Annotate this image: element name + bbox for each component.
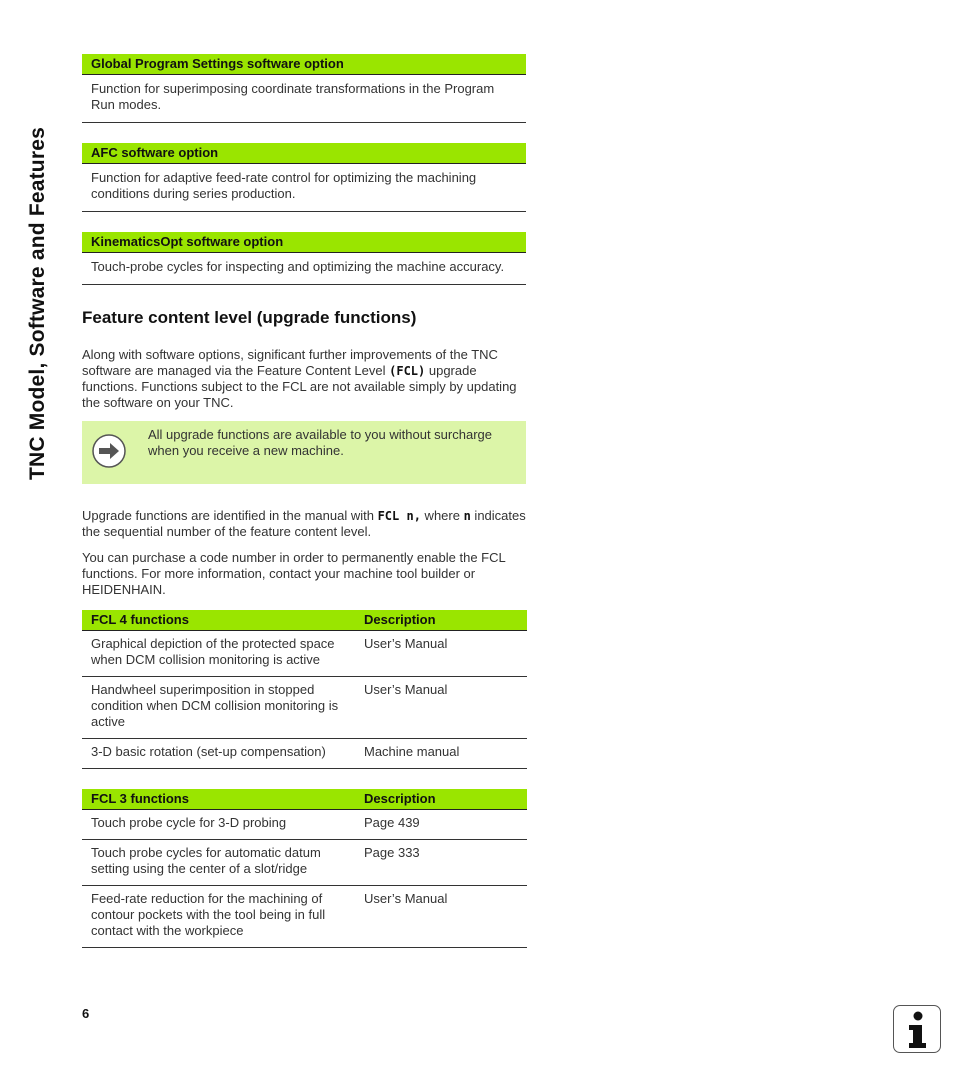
table-header-row	[82, 789, 527, 810]
function-cell: Handwheel superimposition in stopped condition when DCM collision monitoring is active	[82, 677, 355, 739]
intro-text-1: Along with software options, significant further improvements of the TNC software are managed via the Feature Content Level	[82, 347, 498, 378]
page-number: 6	[82, 1006, 90, 1021]
table-row	[82, 886, 527, 948]
n-code: n	[463, 509, 471, 523]
section-heading: Feature content level (upgrade functions)	[82, 308, 417, 327]
fcl-n-code: FCL n,	[377, 509, 421, 523]
option-title: AFC software option	[82, 143, 526, 164]
fcl4-table	[82, 610, 527, 769]
option-box-global-program-settings	[82, 54, 526, 123]
function-cell: Feed-rate reduction for the machining of contour pockets with the tool being in full contact with the workpiece	[82, 886, 355, 948]
info-glyph	[894, 1006, 940, 1052]
option-title: KinematicsOpt software option	[82, 232, 526, 253]
page-reference-cell: Page 333	[355, 840, 527, 886]
table-row	[82, 631, 527, 677]
column-header: FCL 4 functions	[82, 610, 355, 631]
table-row	[82, 840, 527, 886]
fcl-code: (FCL)	[389, 364, 426, 378]
column-header: Description	[355, 610, 527, 631]
table-row	[82, 810, 527, 840]
table-header-row	[82, 610, 527, 631]
table-row	[82, 739, 527, 769]
option-description: Function for superimposing coordinate transformations in the Program Run modes.	[82, 75, 526, 123]
option-box-kinematicsopt	[82, 232, 526, 285]
purchase-paragraph: You can purchase a code number in order to permanently enable the FCL functions. For more information, contact your machine tool builder or HEIDENHAIN.	[82, 550, 506, 597]
intro-paragraph	[82, 347, 526, 411]
function-cell: Graphical depiction of the protected space when DCM collision monitoring is active	[82, 631, 355, 677]
note-box	[82, 421, 526, 484]
function-cell: Touch probe cycles for automatic datum setting using the center of a slot/ridge	[82, 840, 355, 886]
option-box-afc	[82, 143, 526, 212]
option-description: Function for adaptive feed-rate control for optimizing the machining conditions during series production.	[82, 164, 526, 212]
column-header: Description	[355, 789, 527, 810]
page-reference-cell: Page 439	[355, 810, 527, 840]
side-chapter-title	[26, 50, 54, 480]
upgrade-identification-paragraph	[82, 508, 526, 540]
description-cell: User’s Manual	[355, 677, 527, 739]
function-cell: Touch probe cycle for 3-D probing	[82, 810, 355, 840]
fcl3-table	[82, 789, 527, 948]
intro-text-2: upgrade functions. Functions subject to the FCL are not available simply by updating the software on your TNC.	[82, 363, 517, 410]
side-chapter-title-text: TNC Model, Software and Features	[26, 127, 49, 480]
para2-text-1: Upgrade functions are identified in the manual with	[82, 508, 378, 523]
info-icon	[893, 1005, 941, 1053]
option-title: Global Program Settings software option	[82, 54, 526, 75]
option-description: Touch-probe cycles for inspecting and optimizing the machine accuracy.	[82, 253, 526, 285]
para2-text-3: indicates the sequential number of the feature content level.	[82, 508, 526, 539]
note-text: All upgrade functions are available to you without surcharge when you receive a new machine.	[148, 427, 492, 458]
description-cell: User’s Manual	[355, 886, 527, 948]
page-content	[82, 54, 526, 968]
para2-text-2: where	[420, 508, 464, 523]
description-cell: User’s Manual	[355, 631, 527, 677]
table-row	[82, 677, 527, 739]
function-cell: 3-D basic rotation (set-up compensation)	[82, 739, 355, 769]
arrow-right-icon	[92, 434, 126, 468]
description-cell: Machine manual	[355, 739, 527, 769]
column-header: FCL 3 functions	[82, 789, 355, 810]
